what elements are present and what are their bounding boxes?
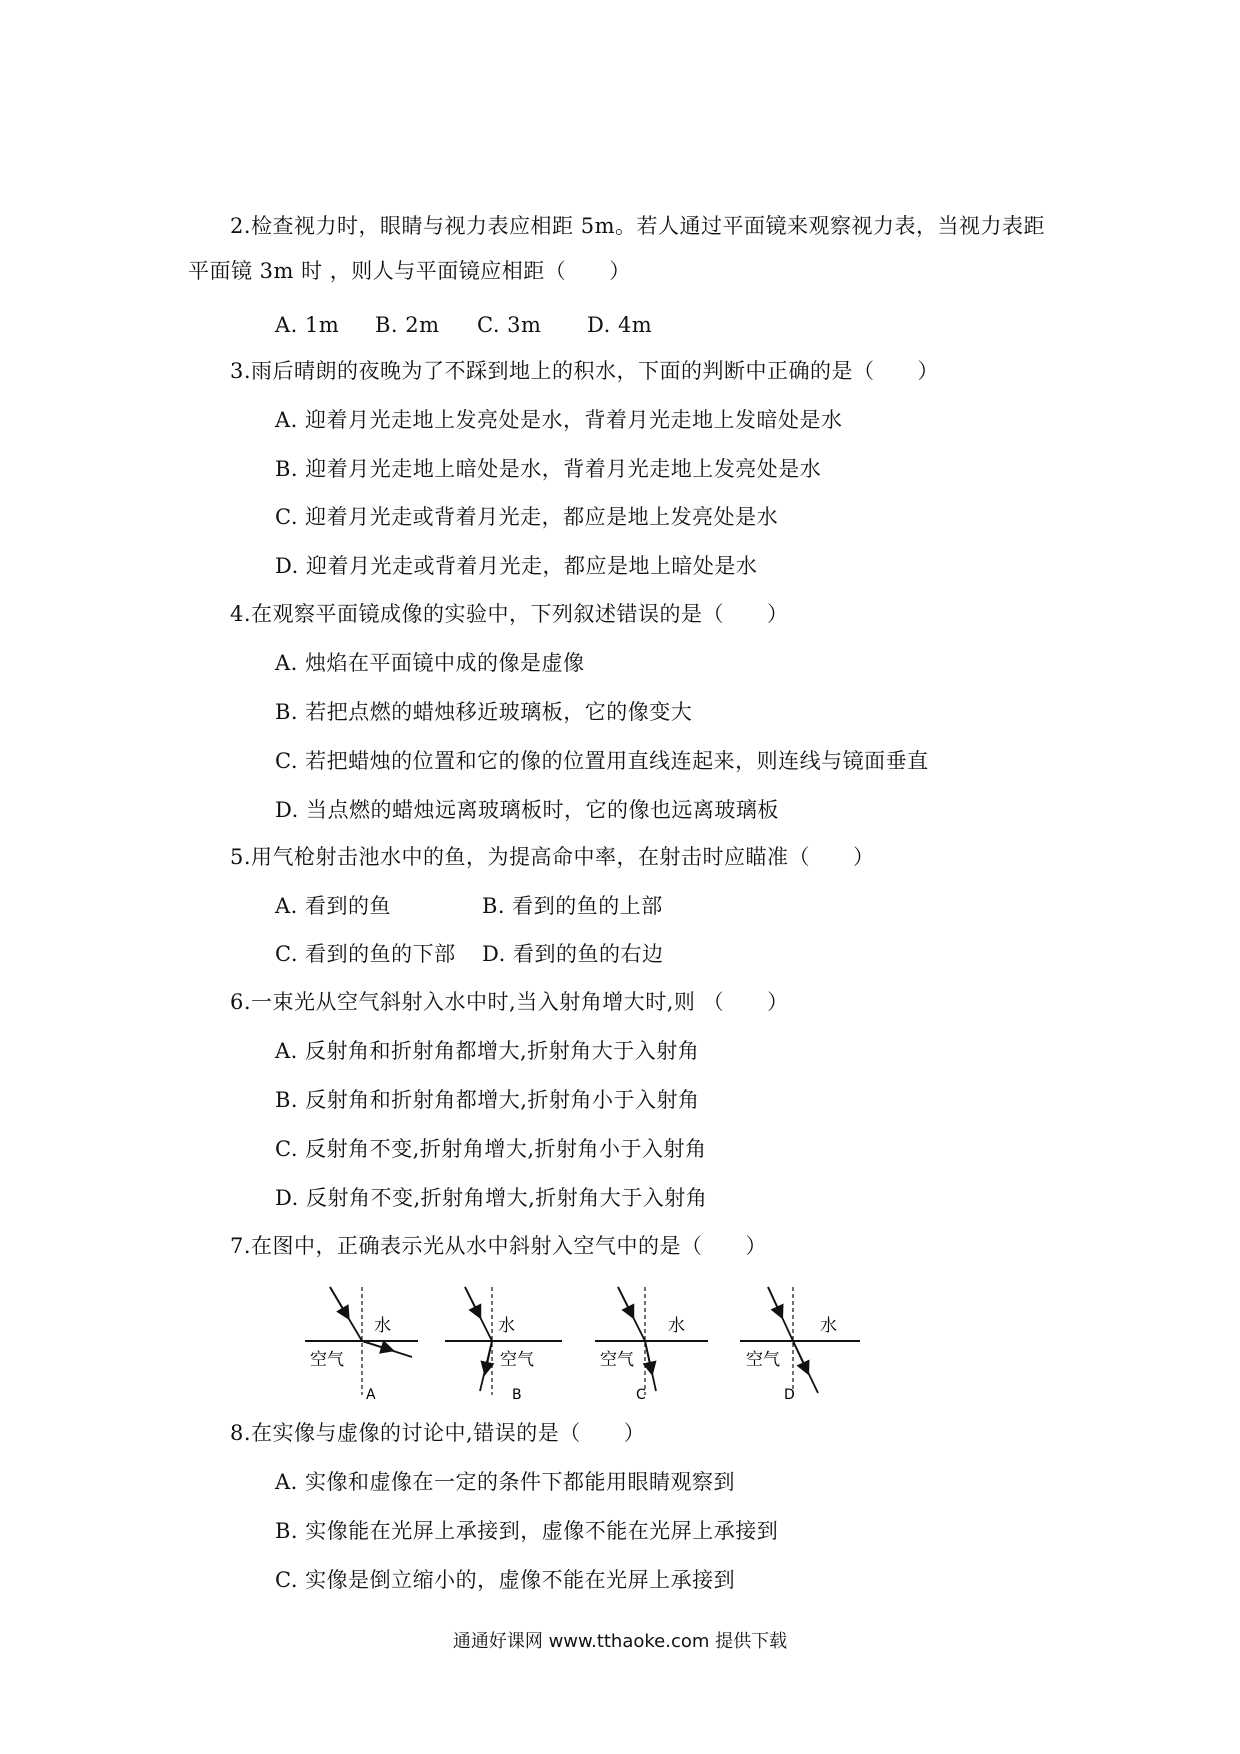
panel-a-water-label: 水 xyxy=(374,1316,391,1336)
q2-option-a: A. 1m xyxy=(275,313,340,337)
q8-option-a: A. 实像和虚像在一定的条件下都能用眼睛观察到 xyxy=(275,1470,736,1494)
q6-option-c: C. 反射角不变,折射角增大,折射角小于入射角 xyxy=(275,1137,707,1161)
panel-a-label: A xyxy=(366,1387,376,1403)
q4-option-a: A. 烛焰在平面镜中成的像是虚像 xyxy=(275,651,585,675)
q3-option-c: C. 迎着月光走或背着月光走，都应是地上发亮处是水 xyxy=(275,505,779,529)
q3-option-a: A. 迎着月光走地上发亮处是水，背着月光走地上发暗处是水 xyxy=(275,408,843,432)
figure-panel-a xyxy=(305,1287,418,1403)
figure-panel-c xyxy=(595,1287,708,1403)
question-2-stem-cont: 平面镜 3m 时 ，则人与平面镜应相距（ ） xyxy=(188,259,631,283)
question-5-stem: 5.用气枪射击池水中的鱼，为提高命中率，在射击时应瞄准（ ） xyxy=(230,845,875,869)
q6-option-b: B. 反射角和折射角都增大,折射角小于入射角 xyxy=(275,1088,700,1112)
panel-d-label: D xyxy=(784,1387,795,1403)
panel-b-water-label: 水 xyxy=(498,1316,515,1336)
question-5-options-row-1 xyxy=(275,891,663,921)
panel-c-water-label: 水 xyxy=(668,1316,685,1336)
question-7-stem: 7.在图中，正确表示光从水中斜射入空气中的是（ ） xyxy=(230,1234,768,1258)
panel-b-air-label: 空气 xyxy=(500,1350,534,1370)
refraction-figure xyxy=(300,1285,870,1403)
q4-option-c: C. 若把蜡烛的位置和它的像的位置用直线连起来，则连线与镜面垂直 xyxy=(275,749,929,773)
q3-option-b: B. 迎着月光走地上暗处是水，背着月光走地上发亮处是水 xyxy=(275,457,822,481)
panel-b-label: B xyxy=(512,1387,522,1403)
question-8-stem: 8.在实像与虚像的讨论中,错误的是（ ） xyxy=(230,1421,646,1445)
q4-option-b: B. 若把点燃的蜡烛移近玻璃板，它的像变大 xyxy=(275,700,693,724)
q5-option-c: C. 看到的鱼的下部 xyxy=(275,942,456,966)
q2-option-c: C. 3m xyxy=(477,313,542,337)
question-2-stem: 2.检查视力时，眼睛与视力表应相距 5m。若人通过平面镜来观察视力表，当视力表距 xyxy=(230,214,1045,238)
panel-d-air-label: 空气 xyxy=(746,1350,780,1370)
q8-option-b: B. 实像能在光屏上承接到，虚像不能在光屏上承接到 xyxy=(275,1519,779,1543)
figure-panel-b xyxy=(445,1287,562,1403)
q6-option-a: A. 反射角和折射角都增大,折射角大于入射角 xyxy=(275,1039,700,1063)
question-4-stem: 4.在观察平面镜成像的实验中，下列叙述错误的是（ ） xyxy=(230,602,789,626)
panel-c-label: C xyxy=(636,1387,646,1403)
q6-option-d: D. 反射角不变,折射角增大,折射角大于入射角 xyxy=(275,1186,708,1210)
q5-option-b: B. 看到的鱼的上部 xyxy=(482,894,663,918)
q2-option-d: D. 4m xyxy=(587,313,653,337)
question-6-stem: 6.一束光从空气斜射入水中时,当入射角增大时,则 （ ） xyxy=(230,990,789,1014)
page-footer: 通通好课网 www.tthaoke.com 提供下载 xyxy=(452,1631,788,1652)
question-2-options xyxy=(275,310,652,340)
q2-option-b: B. 2m xyxy=(375,313,440,337)
panel-a-air-label: 空气 xyxy=(310,1350,344,1370)
panel-d-water-label: 水 xyxy=(820,1316,837,1336)
q4-option-d: D. 当点燃的蜡烛远离玻璃板时，它的像也远离玻璃板 xyxy=(275,798,779,822)
figure-panel-d xyxy=(740,1287,860,1403)
q5-option-d: D. 看到的鱼的右边 xyxy=(482,942,664,966)
question-3-stem: 3.雨后晴朗的夜晚为了不踩到地上的积水，下面的判断中正确的是（ ） xyxy=(230,359,940,383)
q3-option-d: D. 迎着月光走或背着月光走，都应是地上暗处是水 xyxy=(275,554,758,578)
q5-option-a: A. 看到的鱼 xyxy=(275,894,392,918)
panel-c-air-label: 空气 xyxy=(600,1350,634,1370)
question-5-options-row-2 xyxy=(275,939,663,969)
q8-option-c: C. 实像是倒立缩小的，虚像不能在光屏上承接到 xyxy=(275,1568,736,1592)
